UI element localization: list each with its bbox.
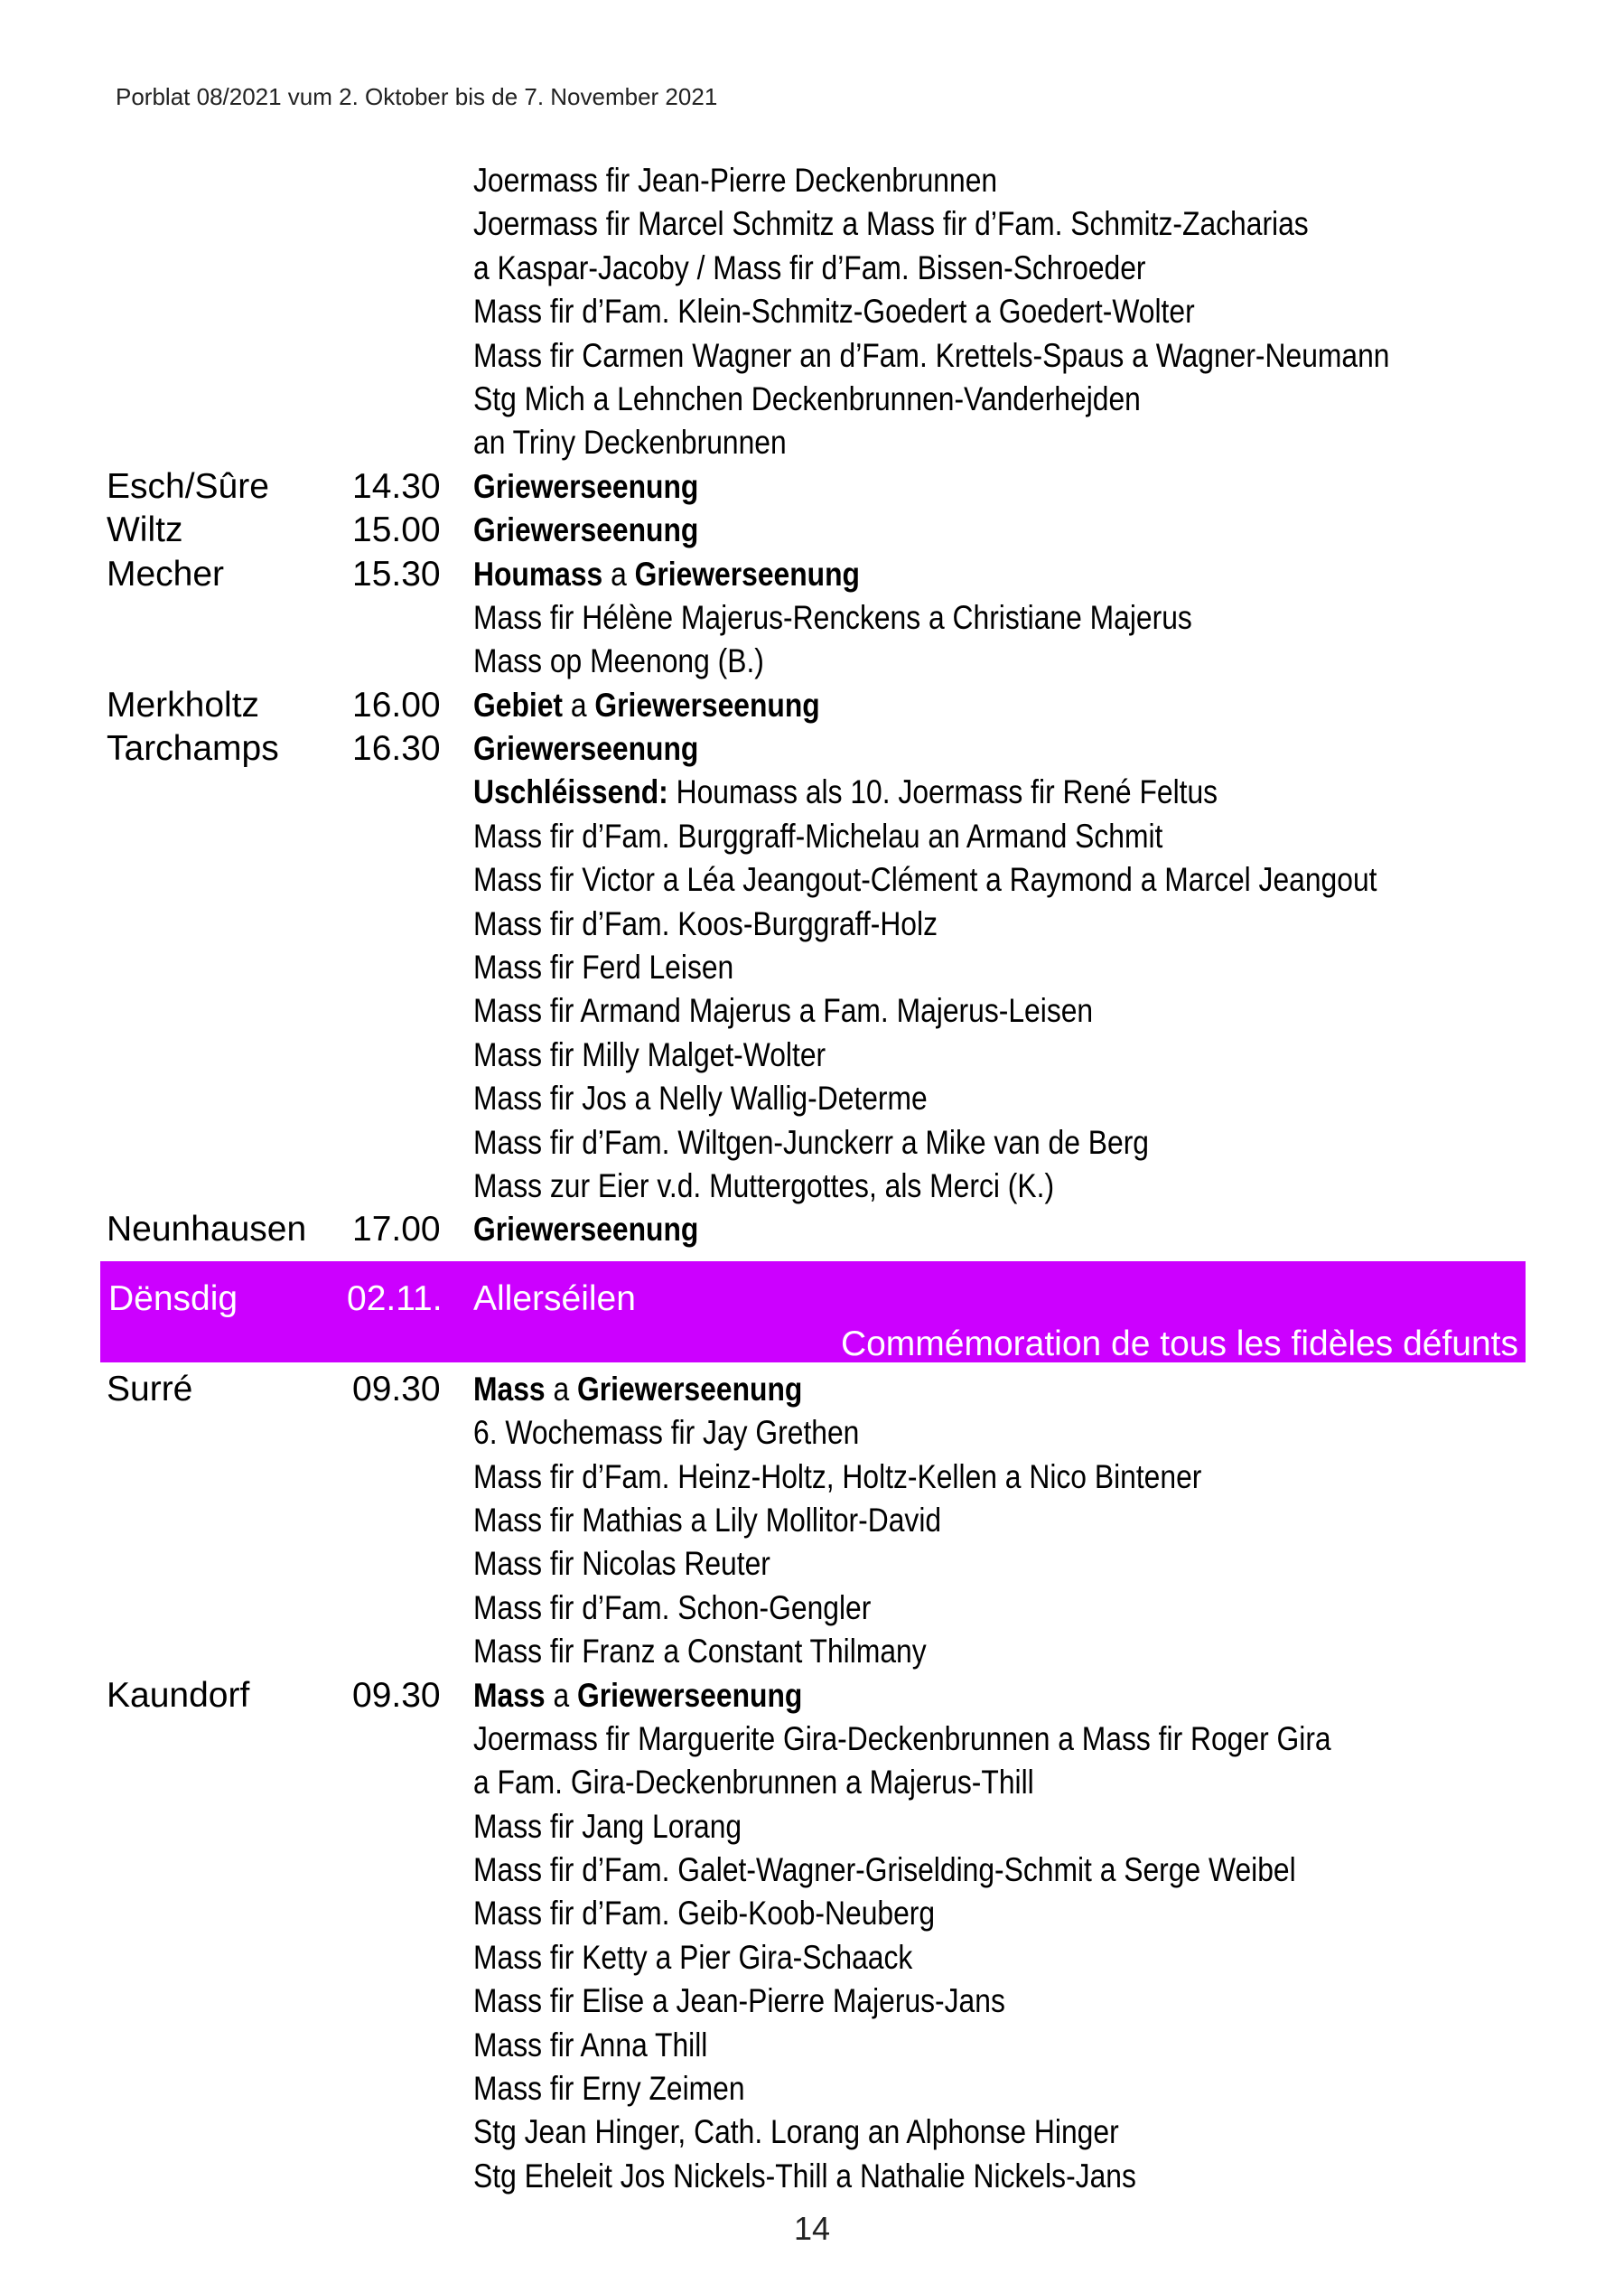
- row-text: [473, 2024, 707, 2067]
- row-text: [473, 815, 1162, 858]
- row-text-part: Mass fir d’Fam. Wiltgen-Junckerr a Mike van de Berg: [473, 1123, 1150, 1161]
- row-text: [473, 727, 698, 771]
- row-time: 16.00: [352, 685, 441, 725]
- row-text-part: a: [563, 686, 595, 724]
- row-text: [473, 1077, 928, 1120]
- schedule-row: [0, 1979, 1624, 2023]
- row-text-part: Mass fir Mathias a Lily Mollitor-David: [473, 1501, 942, 1539]
- schedule-row: [0, 1208, 1624, 1251]
- row-text: [473, 1368, 802, 1411]
- schedule-before: [0, 159, 1624, 1252]
- schedule-row: [0, 159, 1624, 202]
- row-text: [473, 1892, 935, 1935]
- row-text-part: Mass fir Nicolas Reuter: [473, 1545, 770, 1583]
- row-text-part: a Kaspar-Jacoby / Mass fir d’Fam. Bissen-Schroeder: [473, 248, 1146, 286]
- row-time: 15.00: [352, 510, 441, 550]
- row-time: 15.30: [352, 554, 441, 594]
- row-text-part: Stg Jean Hinger, Cath. Lorang an Alphonse Hinger: [473, 2113, 1119, 2151]
- schedule-row: [0, 2155, 1624, 2198]
- row-text-part: Houmass: [473, 555, 603, 593]
- schedule-row: [0, 1411, 1624, 1455]
- row-text-part: Griewerseenung: [576, 1370, 803, 1408]
- row-text: [473, 2110, 1119, 2154]
- row-time: 09.30: [352, 1675, 441, 1715]
- row-text: [473, 421, 787, 464]
- row-text: [473, 1848, 1296, 1892]
- row-text: [473, 1717, 1331, 1761]
- row-text: [473, 1630, 927, 1673]
- row-place: Neunhausen: [107, 1210, 307, 1249]
- row-text-part: Stg Eheleit Jos Nickels-Thill a Nathalie Nickels-Jans: [473, 2157, 1136, 2195]
- schedule-row: [0, 771, 1624, 814]
- row-text-part: 6. Wochemass fir Jay Grethen: [473, 1414, 860, 1452]
- row-text: [473, 1034, 826, 1077]
- row-text-part: Mass fir Franz a Constant Thilmany: [473, 1633, 927, 1671]
- row-place: Wiltz: [107, 510, 183, 550]
- row-text-part: Mass: [473, 1370, 546, 1408]
- row-text-part: Houmass als 10. Joermass fir René Feltus: [667, 773, 1218, 811]
- row-text: [473, 1979, 1005, 2023]
- row-text-part: Mass fir Jos a Nelly Wallig-Determe: [473, 1080, 928, 1118]
- schedule: [0, 159, 1624, 2198]
- schedule-row: [0, 858, 1624, 902]
- schedule-row: [0, 596, 1624, 640]
- schedule-row: [0, 509, 1624, 552]
- schedule-row: [0, 1761, 1624, 1804]
- row-text-part: Joermass fir Marguerite Gira-Deckenbrunnen a Mass fir Roger Gira: [473, 1719, 1331, 1757]
- schedule-row: [0, 247, 1624, 290]
- row-text-part: Gebiet: [473, 686, 564, 724]
- page-number: 14: [793, 2210, 831, 2247]
- row-text-part: Mass fir Ketty a Pier Gira-Schaack: [473, 1938, 913, 1976]
- schedule-row: [0, 1805, 1624, 1848]
- row-text: [473, 771, 1218, 814]
- row-text: [473, 465, 698, 509]
- row-text-part: Mass fir Anna Thill: [473, 2026, 708, 2064]
- row-text-part: Griewerseenung: [576, 1676, 803, 1714]
- row-text: [473, 1455, 1201, 1499]
- row-text: [473, 1674, 802, 1717]
- schedule-row: [0, 1165, 1624, 1208]
- schedule-row: [0, 684, 1624, 727]
- row-text-part: Griewerseenung: [473, 1211, 699, 1249]
- row-text-part: Mass: [473, 1676, 546, 1714]
- row-text-part: Mass fir Ferd Leisen: [473, 949, 734, 987]
- row-text-part: Mass fir Milly Malget-Wolter: [473, 1035, 826, 1073]
- row-text: [473, 290, 1195, 333]
- row-text-part: Griewerseenung: [473, 467, 699, 505]
- row-place: Kaundorf: [107, 1675, 250, 1715]
- row-place: Tarchamps: [107, 729, 279, 769]
- schedule-row: [0, 1892, 1624, 1935]
- band-date: 02.11.: [347, 1278, 443, 1318]
- schedule-row: [0, 1936, 1624, 1979]
- row-place: Merkholtz: [107, 685, 260, 725]
- schedule-row: [0, 1674, 1624, 1717]
- row-text-part: Mass zur Eier v.d. Muttergottes, als Merci (K.): [473, 1166, 1055, 1204]
- row-text-part: a: [545, 1676, 577, 1714]
- schedule-row: [0, 2067, 1624, 2110]
- row-text-part: Mass fir d’Fam. Heinz-Holtz, Holtz-Kellen a Nico Bintener: [473, 1457, 1202, 1495]
- row-place: Esch/Sûre: [107, 466, 269, 506]
- row-text-part: Uschléissend:: [473, 773, 668, 811]
- row-text-part: Mass fir d’Fam. Burggraff-Michelau an Armand Schmit: [473, 817, 1163, 855]
- row-time: 14.30: [352, 466, 441, 506]
- row-text-part: Mass fir Jang Lorang: [473, 1807, 742, 1845]
- schedule-row: [0, 1499, 1624, 1542]
- row-text-part: Mass fir d’Fam. Schon-Gengler: [473, 1588, 872, 1626]
- row-text: [473, 640, 764, 683]
- row-text: [473, 1411, 859, 1455]
- band-subtitle: Commémoration de tous les fidèles défunts: [840, 1324, 1518, 1363]
- schedule-row: [0, 1630, 1624, 1673]
- row-text: [473, 1165, 1054, 1208]
- schedule-row: [0, 1455, 1624, 1499]
- row-text: [473, 684, 820, 727]
- row-text: [473, 858, 1377, 902]
- schedule-row: [0, 1717, 1624, 1761]
- schedule-row: [0, 1077, 1624, 1120]
- row-text: [473, 1761, 1034, 1804]
- row-text-part: Griewerseenung: [473, 511, 699, 549]
- row-text-part: Mass fir Hélène Majerus-Renckens a Christiane Majerus: [473, 598, 1192, 636]
- row-text-part: Mass op Meenong (B.): [473, 642, 764, 680]
- schedule-row: [0, 815, 1624, 858]
- row-text-part: Stg Mich a Lehnchen Deckenbrunnen-Vanderhejden: [473, 379, 1141, 417]
- row-text-part: Joermass fir Marcel Schmitz a Mass fir d’Fam. Schmitz-Zacharias: [473, 205, 1309, 243]
- row-text-part: an Triny Deckenbrunnen: [473, 424, 787, 462]
- row-text: [473, 1805, 742, 1848]
- row-text-part: a Fam. Gira-Deckenbrunnen a Majerus-Thill: [473, 1764, 1034, 1802]
- schedule-row: [0, 1542, 1624, 1586]
- schedule-row: [0, 465, 1624, 509]
- band-day: Dënsdig: [108, 1278, 238, 1318]
- row-text-part: Mass fir Erny Zeimen: [473, 2070, 745, 2108]
- schedule-row: [0, 1034, 1624, 1077]
- row-text-part: Griewerseenung: [473, 730, 699, 768]
- schedule-row: [0, 1586, 1624, 1630]
- row-text-part: Mass fir d’Fam. Koos-Burggraff-Holz: [473, 904, 938, 942]
- row-text: [473, 247, 1146, 290]
- row-time: 17.00: [352, 1210, 441, 1249]
- row-text: [473, 946, 733, 989]
- schedule-after: [0, 1368, 1624, 2198]
- row-text-part: Mass fir d’Fam. Klein-Schmitz-Goedert a Goedert-Wolter: [473, 293, 1195, 331]
- row-text: [473, 2155, 1136, 2198]
- row-text-part: Mass fir Carmen Wagner an d’Fam. Krettels-Spaus a Wagner-Neumann: [473, 336, 1390, 374]
- row-text-part: Mass fir Armand Majerus a Fam. Majerus-Leisen: [473, 992, 1094, 1030]
- row-text: [473, 509, 698, 552]
- row-text: [473, 202, 1309, 246]
- row-text-part: Mass fir d’Fam. Geib-Koob-Neuberg: [473, 1895, 936, 1933]
- schedule-row: [0, 553, 1624, 596]
- schedule-row: [0, 946, 1624, 989]
- row-text-part: Mass fir Elise a Jean-Pierre Majerus-Jans: [473, 1982, 1005, 2020]
- row-text: [473, 159, 997, 202]
- row-time: 09.30: [352, 1369, 441, 1409]
- band-title: Allerséilen: [473, 1278, 636, 1318]
- row-text-part: Griewerseenung: [634, 555, 860, 593]
- row-text-part: a: [545, 1370, 577, 1408]
- row-place: Surré: [107, 1369, 193, 1409]
- schedule-row: [0, 334, 1624, 378]
- row-time: 16.30: [352, 729, 441, 769]
- row-text: [473, 1499, 941, 1542]
- row-text-part: Mass fir Victor a Léa Jeangout-Clément a Raymond a Marcel Jeangout: [473, 861, 1377, 899]
- schedule-row: [0, 2024, 1624, 2067]
- row-text: [473, 1936, 912, 1979]
- row-text: [473, 903, 938, 946]
- row-text: [473, 596, 1192, 640]
- row-text: [473, 378, 1141, 421]
- schedule-row: [0, 1368, 1624, 1411]
- schedule-row: [0, 1848, 1624, 1892]
- row-text: [473, 1586, 871, 1630]
- schedule-row: [0, 290, 1624, 333]
- schedule-row: [0, 202, 1624, 246]
- schedule-row: [0, 421, 1624, 464]
- schedule-row: [0, 1121, 1624, 1165]
- day-band: [0, 1261, 1624, 1362]
- row-text: [473, 1121, 1149, 1165]
- row-text-part: a: [602, 555, 635, 593]
- row-text: [473, 553, 860, 596]
- row-text: [473, 334, 1390, 378]
- schedule-row: [0, 378, 1624, 421]
- row-text-part: Joermass fir Jean-Pierre Deckenbrunnen: [473, 162, 998, 199]
- row-text: [473, 1542, 770, 1586]
- schedule-row: [0, 727, 1624, 771]
- row-text-part: Mass fir d’Fam. Galet-Wagner-Griselding-Schmit a Serge Weibel: [473, 1851, 1296, 1889]
- row-text: [473, 1208, 698, 1251]
- row-text-part: Griewerseenung: [594, 686, 820, 724]
- row-text: [473, 989, 1093, 1033]
- row-place: Mecher: [107, 554, 225, 594]
- row-text: [473, 2067, 745, 2110]
- schedule-row: [0, 640, 1624, 683]
- page-header: Porblat 08/2021 vum 2. Oktober bis de 7. November 2021: [116, 83, 718, 110]
- schedule-row: [0, 989, 1624, 1033]
- schedule-row: [0, 2110, 1624, 2154]
- schedule-row: [0, 903, 1624, 946]
